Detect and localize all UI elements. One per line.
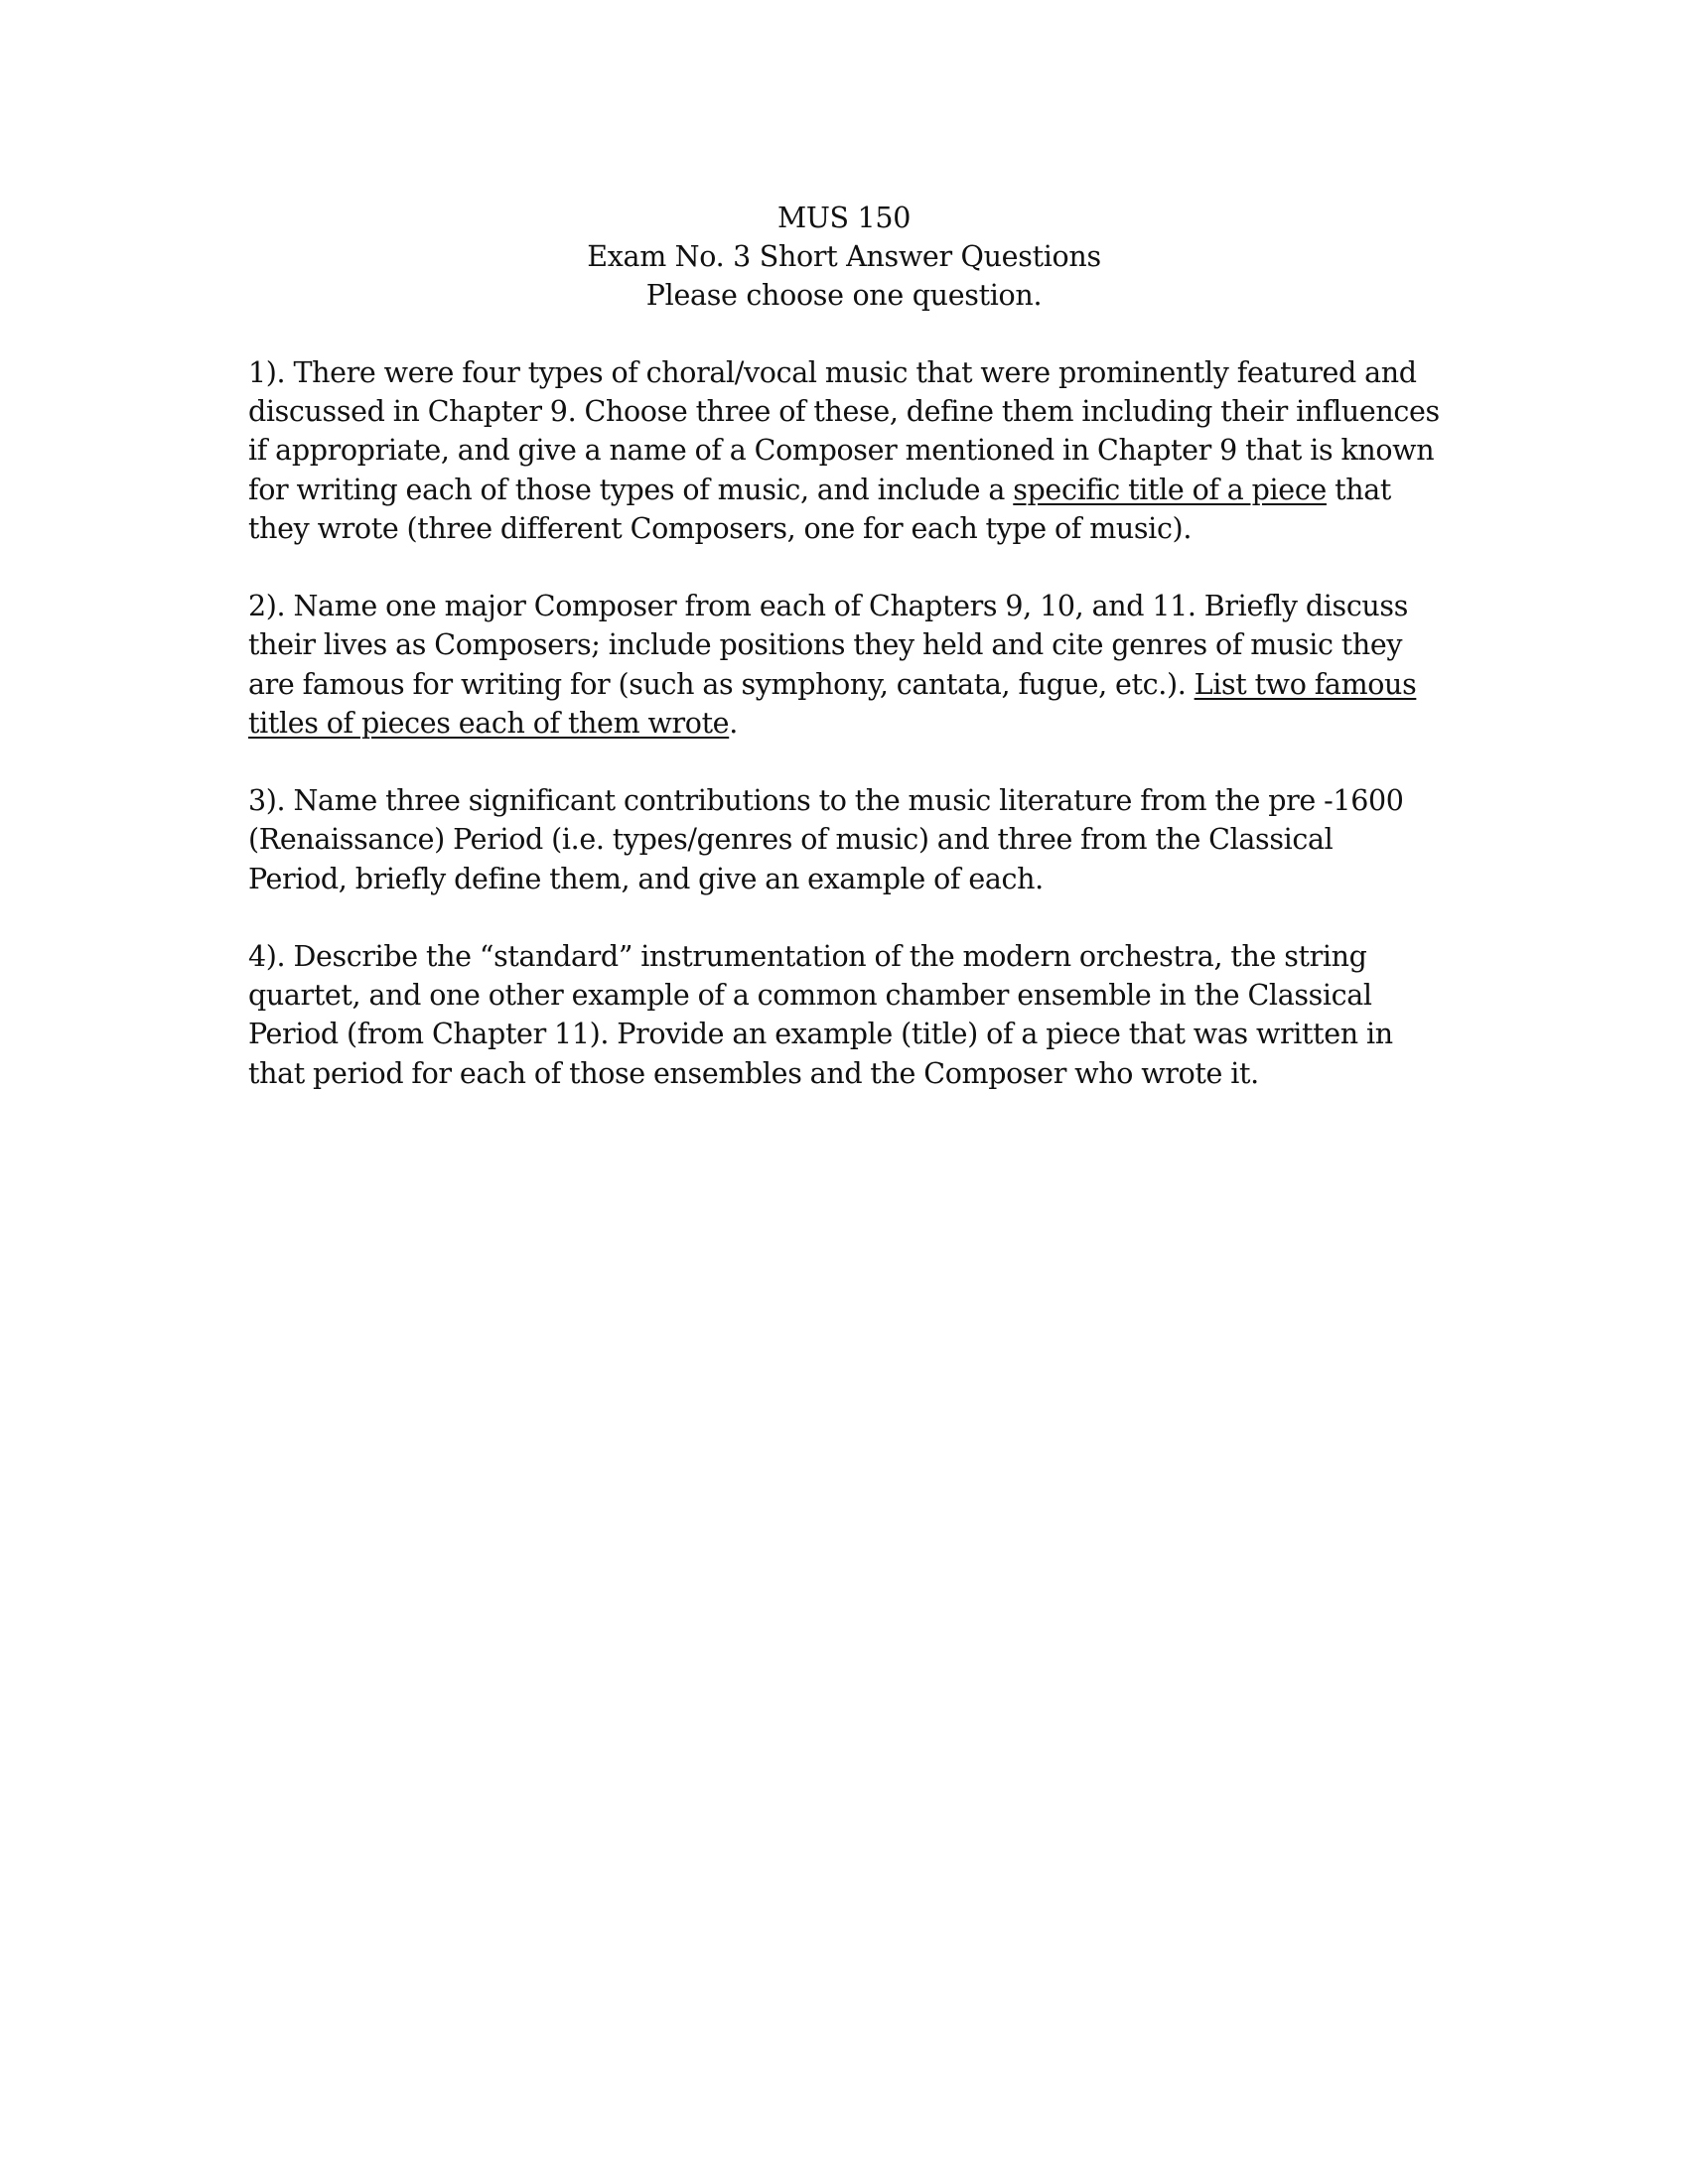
- question-line: are famous for writing for (such as symphony, cantata, fugue, etc.). List two famous: [248, 667, 1417, 701]
- question-1: [248, 353, 1440, 548]
- question-line: 2). Name one major Composer from each of Chapters 9, 10, and 11. Briefly discuss: [248, 590, 1408, 623]
- question-line: that period for each of those ensembles and the Composer who wrote it.: [248, 1056, 1259, 1090]
- question-line: for writing each of those types of music, and include a specific title of a piece that: [248, 473, 1392, 506]
- question-line: Period, briefly define them, and give an example of each.: [248, 862, 1044, 895]
- underlined-emphasis: specific title of a piece: [1013, 473, 1327, 506]
- question-4: [248, 937, 1440, 1093]
- exam-title: Exam No. 3 Short Answer Questions: [587, 240, 1101, 274]
- exam-instruction: Please choose one question.: [645, 279, 1043, 313]
- question-line: they wrote (three different Composers, one for each type of music).: [248, 511, 1193, 545]
- question-line: titles of pieces each of them wrote.: [248, 706, 738, 740]
- course-code: MUS 150: [776, 202, 912, 234]
- exam-header: [0, 199, 1688, 316]
- question-line: Period (from Chapter 11). Provide an example (title) of a piece that was written in: [248, 1018, 1393, 1051]
- question-3: [248, 781, 1440, 898]
- question-line: if appropriate, and give a name of a Composer mentioned in Chapter 9 that is known: [248, 434, 1435, 468]
- question-line: (Renaissance) Period (i.e. types/genres of music) and three from the Classical: [248, 823, 1334, 857]
- question-line: 3). Name three significant contributions to the music literature from the pre -1600: [248, 784, 1404, 818]
- question-line: quartet, and one other example of a common chamber ensemble in the Classical: [248, 979, 1372, 1013]
- underlined-emphasis: titles of pieces each of them wrote: [248, 706, 730, 740]
- questions-list: [248, 353, 1440, 1132]
- question-line: discussed in Chapter 9. Choose three of these, define them including their influences: [248, 395, 1440, 429]
- question-line: their lives as Composers; include positions they held and cite genres of music they: [248, 628, 1403, 662]
- underlined-emphasis: List two famous: [1194, 667, 1417, 701]
- question-line: 1). There were four types of choral/vocal music that were prominently featured and: [248, 356, 1417, 389]
- question-2: [248, 587, 1440, 743]
- question-line: 4). Describe the “standard” instrumentation of the modern orchestra, the string: [248, 940, 1367, 973]
